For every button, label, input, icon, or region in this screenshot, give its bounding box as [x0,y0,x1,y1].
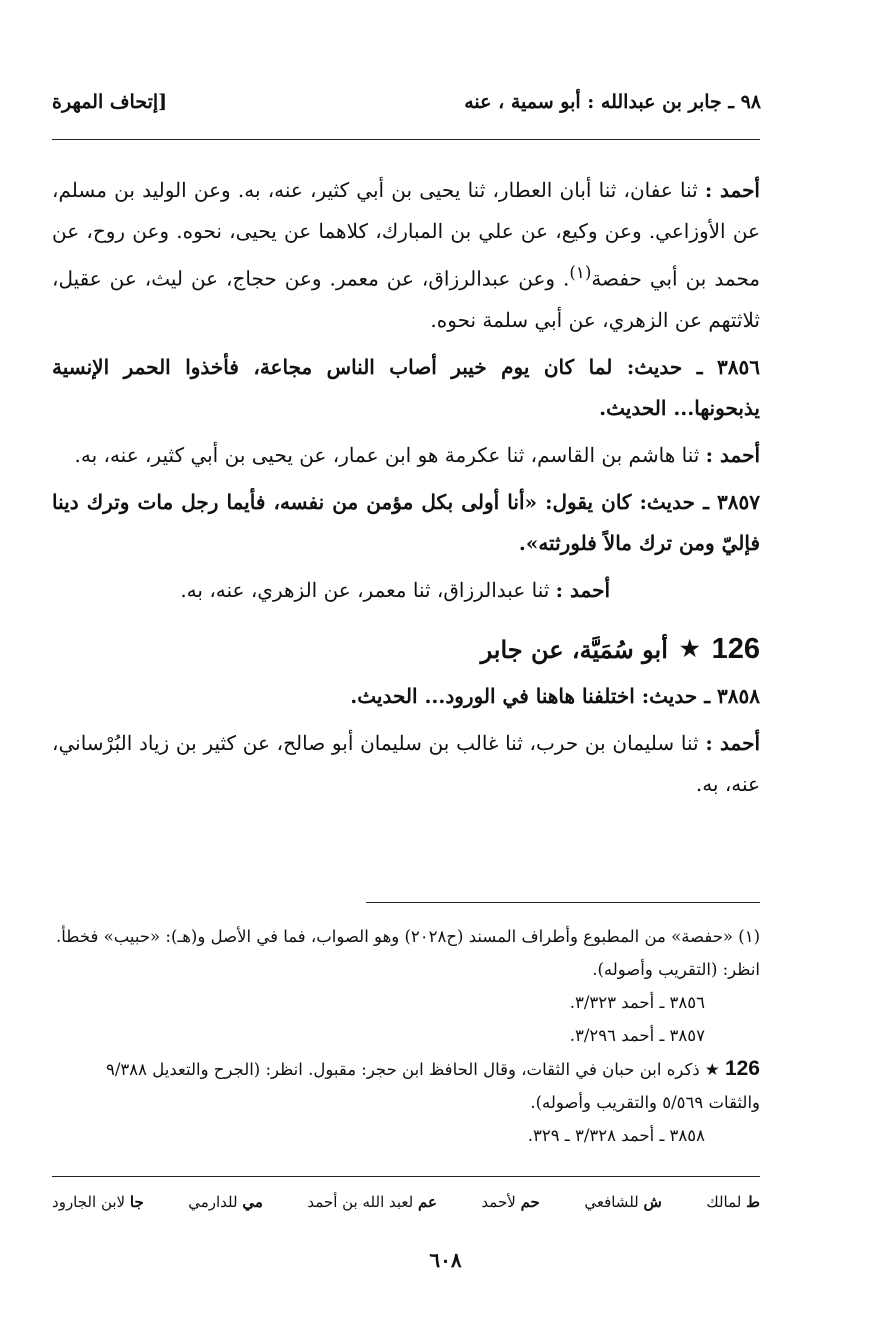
source-siglum: أحمد : [704,178,760,202]
chain-3857 [52,570,760,611]
hadith-text: ـ حديث: اختلفنا هاهنا في الورود... الحديث. [350,683,718,708]
legend-abbr: عم [418,1193,437,1211]
legend-abbr: ش [643,1193,662,1211]
source-siglum: أحمد : [555,577,610,602]
section-title: أبو سُمَيَّة، عن جابر [480,634,668,664]
legend-item [307,1193,437,1211]
legend-name: لابن الجارود [52,1193,126,1211]
footnote-divider [366,902,760,903]
hadith-text: ـ حديث: لما كان يوم خيبر أصاب الناس مجاعة، فأخذوا الحمر الإنسية يذبحونها... الحديث. [52,354,760,420]
legend-divider [52,1176,760,1177]
chain-text-cont: . وعن عبدالرزاق، عن معمر. وعن حجاج، عن ليث، عن عقيل، ثلاثتهم عن الزهري، عن أبي سلمة نحوه. [52,266,760,332]
legend-abbr: ط [746,1193,760,1211]
legend-item [52,1193,144,1211]
footnote-text: ★ ذكره ابن حبان في الثقات، وقال الحافظ ابن حجر: مقبول. انظر: (الجرح والتعديل ٩/٣٨٨ والثقات ٥/٥٦٩ والتقريب وأصوله). [106,1060,760,1112]
star-icon: ★ [679,635,700,662]
page-number: ٦٠٨ [429,1248,462,1272]
chain-3856 [52,435,760,476]
legend-abbr: جا [129,1193,144,1211]
hadith-3856 [52,347,760,429]
legend-item [706,1193,760,1211]
sigla-legend [52,1193,760,1211]
footnote-ref-3858: ٣٨٥٨ ـ أحمد ٣/٣٢٨ ـ ٣٢٩. [527,1126,705,1145]
legend-abbr: حم [520,1193,540,1211]
legend-name: لمالك [706,1193,742,1211]
chain-text: ثنا عفان، ثنا أبان العطار، ثنا يحيى بن أبي كثير، عنه، به. وعن الوليد بن مسلم، عن الأوزاعي. وعن وكيع، عن علي بن المبارك، كلاهما عن يحيى، نحوه. وعن روح، عن محمد بن أبي حفصة [52,178,761,291]
header-chapter-title: ٩٨ ـ جابر بن عبدالله : أبو سمية ، عنه [464,91,761,113]
footnote-1: (١) «حفصة» من المطبوع وأطراف المسند (ح٢٠٢٨) وهو الصواب، فما في الأصل و(هـ): «حبيب» فخطأ. انظر: (التقريب وأصوله). [56,927,760,979]
chain-text: ثنا عبدالرزاق، ثنا معمر، عن الزهري، عنه، به. [180,577,556,602]
legend-name: للدارمي [188,1193,238,1211]
legend-item [584,1193,662,1211]
chain-3858 [52,723,760,805]
legend-item [188,1193,263,1211]
main-text [52,170,760,805]
hadith-3857 [52,482,760,564]
footnote-ref: (١) [569,263,592,282]
chain-paragraph [52,170,760,341]
footnote-ref-3856: ٣٨٥٦ ـ أحمد ٣/٣٢٣. [569,993,705,1012]
hadith-number: ٣٨٥٦ [717,354,760,379]
source-siglum: أحمد : [705,442,760,467]
legend-name: للشافعي [584,1193,639,1211]
hadith-3858 [52,676,760,717]
header-book-title: [إتحاف المهرة [52,91,168,113]
legend-abbr: مي [242,1193,263,1211]
legend-name: لعبد الله بن أحمد [307,1193,414,1211]
hadith-number: ٣٨٥٧ [717,489,760,514]
running-header [52,85,761,119]
hadith-number: ٣٨٥٨ [717,683,760,708]
legend-item [481,1193,539,1211]
source-siglum: أحمد : [705,730,761,755]
chain-text: ثنا هاشم بن القاسم، ثنا عكرمة هو ابن عمار، عن يحيى بن أبي كثير، عنه، به. [74,442,706,467]
legend-name: لأحمد [481,1193,516,1211]
section-number: 126 [711,632,760,665]
header-divider [52,139,760,140]
hadith-text: ـ حديث: كان يقول: «أنا أولى بكل مؤمن من نفسه، فأيما رجل مات وترك دينا فإليّ ومن ترك مالاً فلورثته». [52,489,760,555]
section-heading [52,629,760,670]
footnotes [52,920,760,1152]
chain-text: ثنا سليمان بن حرب، ثنا غالب بن سليمان أبو صالح، عن كثير بن زياد البُرْساني، عنه، به. [52,730,760,796]
footnote-ref-3857: ٣٨٥٧ ـ أحمد ٣/٢٩٦. [569,1026,705,1045]
footnote-number: 126 [724,1057,760,1080]
footnote-126 [52,1052,760,1119]
